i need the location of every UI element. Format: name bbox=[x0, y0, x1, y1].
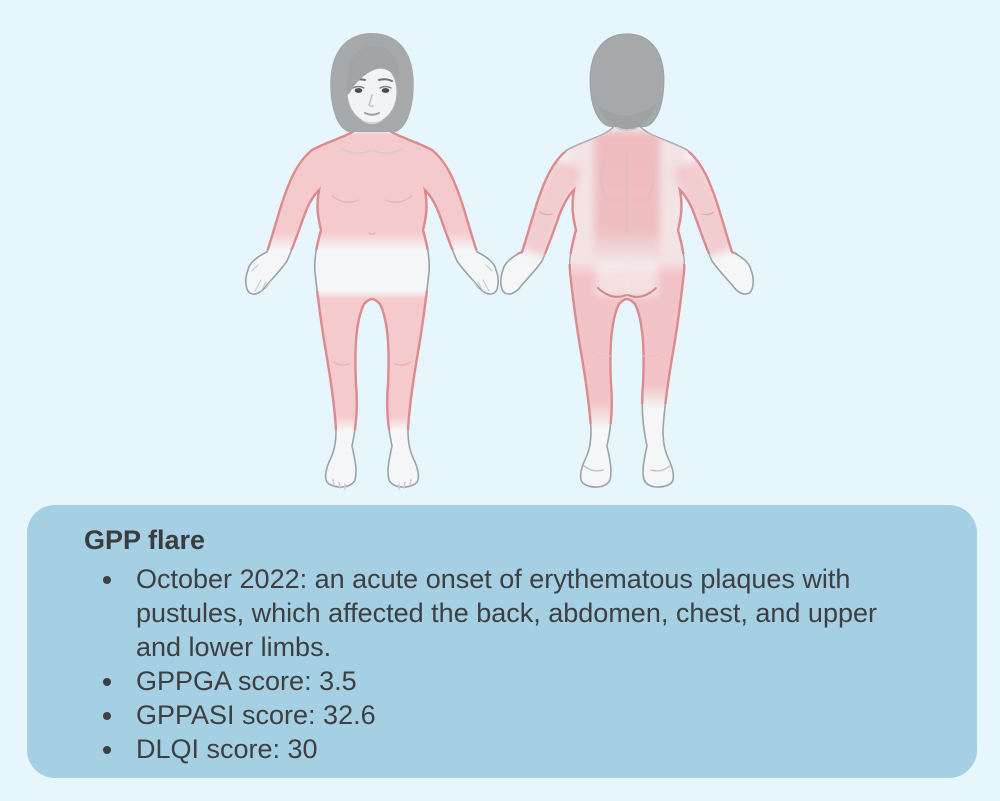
bullet-gppga-score: • GPPGA score: 3.5 bbox=[126, 664, 916, 698]
panel-title: GPP flare bbox=[84, 525, 206, 555]
panel-bullet-list bbox=[84, 562, 916, 766]
bullet-dlqi-score: • DLQI score: 30 bbox=[126, 732, 916, 766]
front-body-figure bbox=[240, 33, 504, 489]
bullet-gppasi-score: • GPPASI score: 32.6 bbox=[126, 698, 916, 732]
gpp-flare-info-panel bbox=[27, 505, 977, 778]
bullet-flare-description: • October 2022: an acute onset of erythematous plaques with pustules, which affected the back, abdomen, chest, and upper and lower limbs. bbox=[126, 562, 916, 664]
back-hair bbox=[590, 34, 664, 129]
back-body-figure bbox=[501, 34, 753, 487]
